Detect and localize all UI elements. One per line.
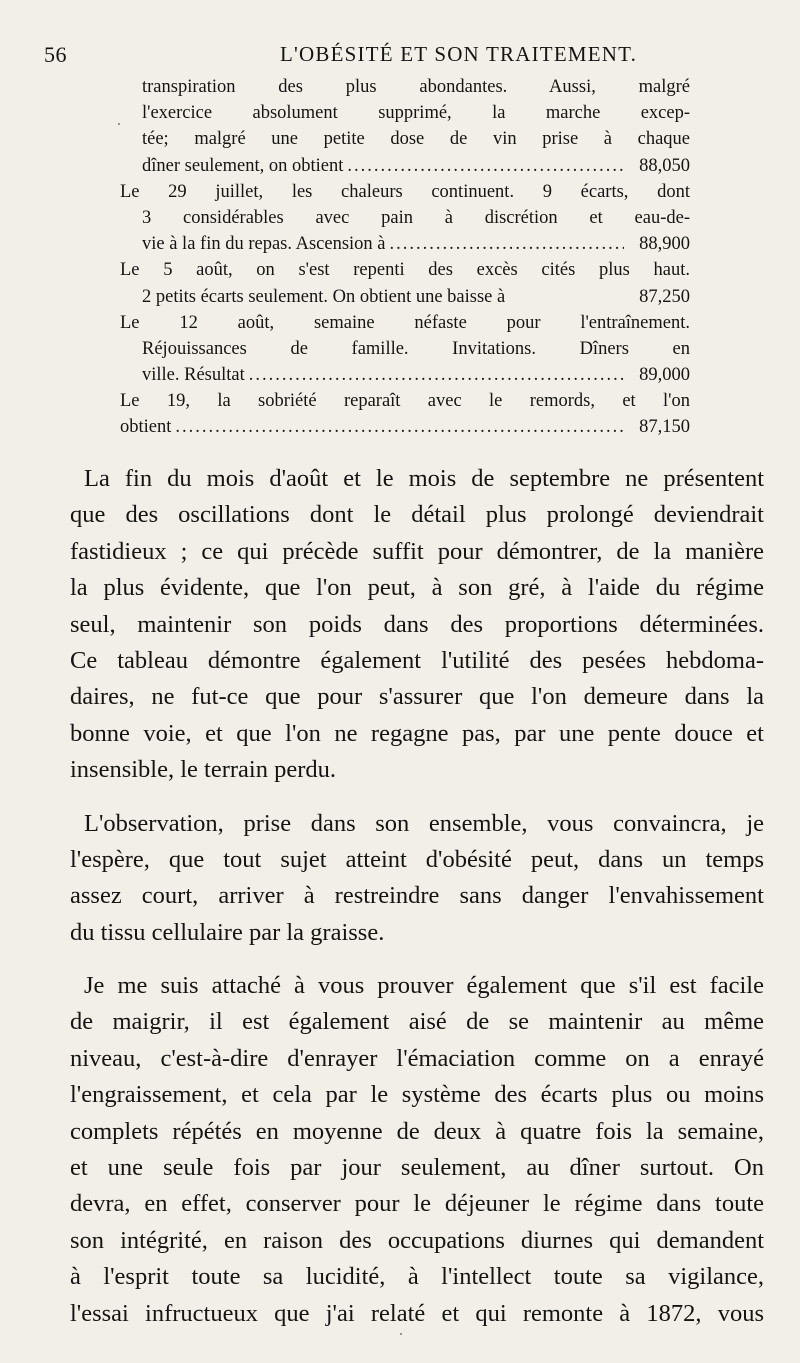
text-line: du tissu cellulaire par la graisse. [70,918,385,946]
text-line: à l'esprit toute sa lucidité, à l'intellect toute sa vigilance, [70,1263,764,1291]
page-header [40,38,770,74]
text-line: assez court, arriver à restreindre sans danger l'envahissement [70,882,764,910]
log-line [120,388,690,414]
log-entry-text: Le 5 août, on s'est repenti des excès cités plus haut. [120,260,690,281]
log-line [120,231,690,257]
dot-leader [175,414,624,440]
text-line: bonne voie, et que l'on ne regagne pas, par une pente douce et [70,719,764,747]
text-line: seul, maintenir son poids dans des proportions déterminées. [70,610,764,638]
log-entry-text: l'exercice absolument supprimé, la marche excep- [142,103,690,124]
log-line [120,153,690,179]
text-line: insensible, le terrain perdu. [70,756,337,784]
text-line: devra, en effet, conserver pour le déjeuner le régime dans toute [70,1190,764,1218]
text-line: son intégrité, en raison des occupations diurnes qui demandent [70,1226,764,1254]
log-entry-text: transpiration des plus abondantes. Aussi, malgré [142,77,690,97]
paragraph-gap [70,789,764,806]
log-entry-text: dîner seulement, on obtient [142,155,344,176]
log-entry-text: 3 considérables avec pain à discrétion et eau-de- [142,207,690,228]
dot-leader [347,153,624,179]
weight-value: 89,000 [639,365,690,386]
weight-value: 88,050 [639,155,690,176]
paragraph [70,461,764,789]
weight-value: 87,150 [639,417,690,438]
log-line [120,362,690,388]
log-line [120,284,690,310]
running-title: L'OBÉSITÉ ET SON TRAITEMENT. [280,42,638,66]
log-entry-text: Le 19, la sobriété reparaît avec le remords, et l'on [120,391,690,412]
dot-leader [390,231,624,257]
text-line: complets répétés en moyenne de deux à quatre fois la semaine, [70,1117,764,1145]
log-entry-text: 2 petits écarts seulement. On obtient une baisse à [142,286,506,307]
log-entry-text: Réjouissances de famille. Invitations. Dîners en [142,338,690,359]
paragraph-gap [70,951,764,968]
text-line: fastidieux ; ce qui précède suffit pour démontrer, de la manière [70,537,764,565]
log-entry-text: vie à la fin du repas. Ascension à [142,234,386,255]
text-line: que des oscillations dont le détail plus prolongé deviendrait [70,501,764,529]
text-line: Ce tableau démontre également l'utilité des pesées hebdoma- [70,646,764,674]
weight-value: 87,250 [639,286,690,307]
log-entry-text: Le 12 août, semaine néfaste pour l'entraînement. [120,312,690,333]
log-line [120,74,690,100]
text-line: l'engraissement, et cela par le système des écarts plus ou moins [70,1081,764,1109]
log-entry-text: ville. Résultat [142,365,245,386]
weight-log [120,74,690,441]
weight-value: 88,900 [639,234,690,255]
page-number: 56 [44,42,67,67]
log-entry-text: Le 29 juillet, les chaleurs continuent. 9 écarts, dont [120,181,690,202]
paper-speck [400,1333,402,1335]
text-line: l'essai infructueux que j'ai relaté et qui remonte à 1872, vous [70,1299,764,1327]
text-line: la plus évidente, que l'on peut, à son gré, à l'aide du régime [70,574,764,602]
dot-leader [249,362,624,388]
log-line [120,414,690,440]
log-entry-text: obtient [120,417,172,438]
log-line [120,179,690,205]
text-line: de maigrir, il est également aisé de se maintenir au même [70,1008,764,1036]
log-line [120,257,690,283]
log-line [120,310,690,336]
log-line [120,100,690,126]
body-text [70,461,764,1332]
text-line: daires, ne fut-ce que pour s'assurer que l'on demeure dans la [70,683,764,711]
log-line [120,205,690,231]
log-entry-text: tée; malgré une petite dose de vin prise à chaque [142,129,690,150]
text-line: l'espère, que tout sujet atteint d'obésité peut, dans un temps [70,845,764,873]
paragraph [70,968,764,1332]
paragraph [70,806,764,952]
text-line: Je me suis attaché à vous prouver également que s'il est facile [84,972,764,1000]
text-line: L'observation, prise dans son ensemble, vous convaincra, je [84,809,764,837]
log-line [120,336,690,362]
text-line: niveau, c'est-à-dire d'enrayer l'émaciation comme on a enrayé [70,1044,764,1072]
log-line [120,126,690,152]
paper-speck [118,123,120,125]
text-line: et une seule fois par jour seulement, au dîner surtout. On [70,1154,764,1182]
text-line: La fin du mois d'août et le mois de septembre ne présentent [84,465,764,492]
